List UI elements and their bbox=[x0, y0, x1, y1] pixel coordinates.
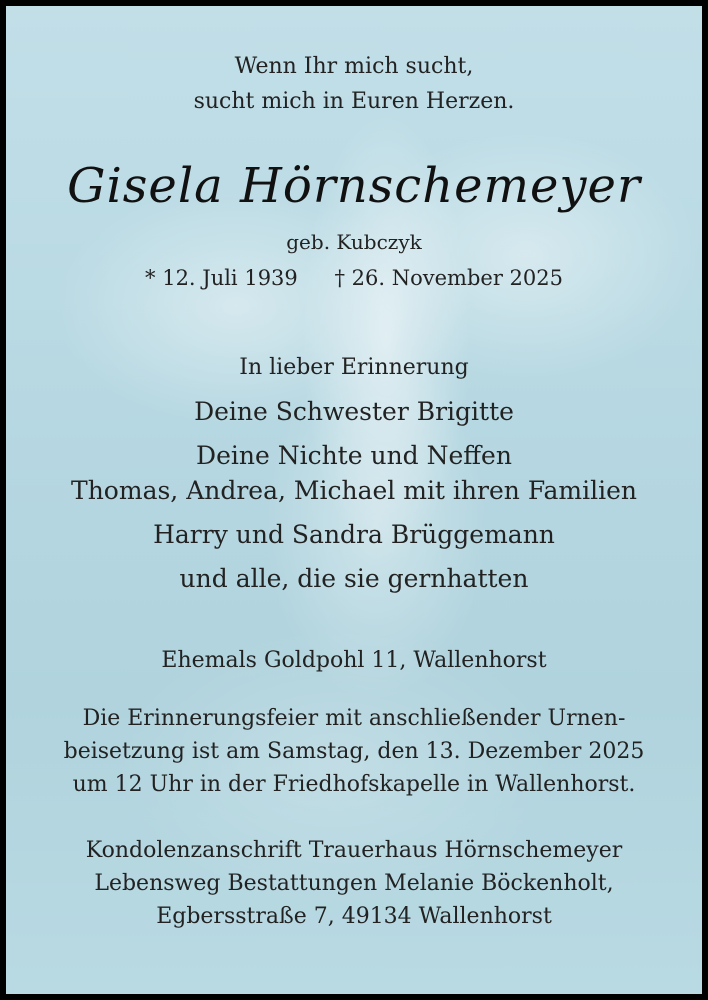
former-address: Ehemals Goldpohl 11, Wallenhorst bbox=[161, 648, 547, 673]
obituary-card bbox=[6, 6, 702, 994]
mourner-line: Deine Schwester Brigitte bbox=[194, 397, 514, 426]
condolence-line-3: Egbersstraße 7, 49134 Wallenhorst bbox=[156, 904, 552, 929]
mourner-line: Deine Nichte und Neffen bbox=[196, 441, 512, 470]
life-dates bbox=[6, 266, 702, 290]
mourner-line: Thomas, Andrea, Michael mit ihren Familien bbox=[71, 476, 637, 505]
death-date: 26. November 2025 bbox=[351, 266, 563, 290]
ceremony-line-3: um 12 Uhr in der Friedhofskapelle in Wallenhorst. bbox=[72, 772, 636, 797]
death-cross-symbol: † bbox=[334, 266, 345, 290]
mourner-line: Harry und Sandra Brüggemann bbox=[153, 520, 555, 549]
birth-symbol: * bbox=[145, 266, 156, 290]
deceased-name: Gisela Hörnschemeyer bbox=[67, 158, 641, 214]
ceremony-line-2: beisetzung ist am Samstag, den 13. Dezember 2025 bbox=[63, 739, 645, 764]
motto-line-1: Wenn Ihr mich sucht, bbox=[234, 54, 474, 79]
mourner-intro: In lieber Erinnerung bbox=[239, 355, 469, 380]
condolence-line-1: Kondolenzanschrift Trauerhaus Hörnschemeyer bbox=[85, 838, 623, 863]
mourner-line: und alle, die sie gernhatten bbox=[179, 564, 529, 593]
condolence-line-2: Lebensweg Bestattungen Melanie Böckenholt, bbox=[94, 871, 614, 896]
birth-date: 12. Juli 1939 bbox=[162, 266, 298, 290]
motto-line-2: sucht mich in Euren Herzen. bbox=[193, 89, 515, 114]
maiden-name: geb. Kubczyk bbox=[286, 230, 422, 254]
ceremony-line-1: Die Erinnerungsfeier mit anschließender Urnen- bbox=[82, 706, 626, 731]
